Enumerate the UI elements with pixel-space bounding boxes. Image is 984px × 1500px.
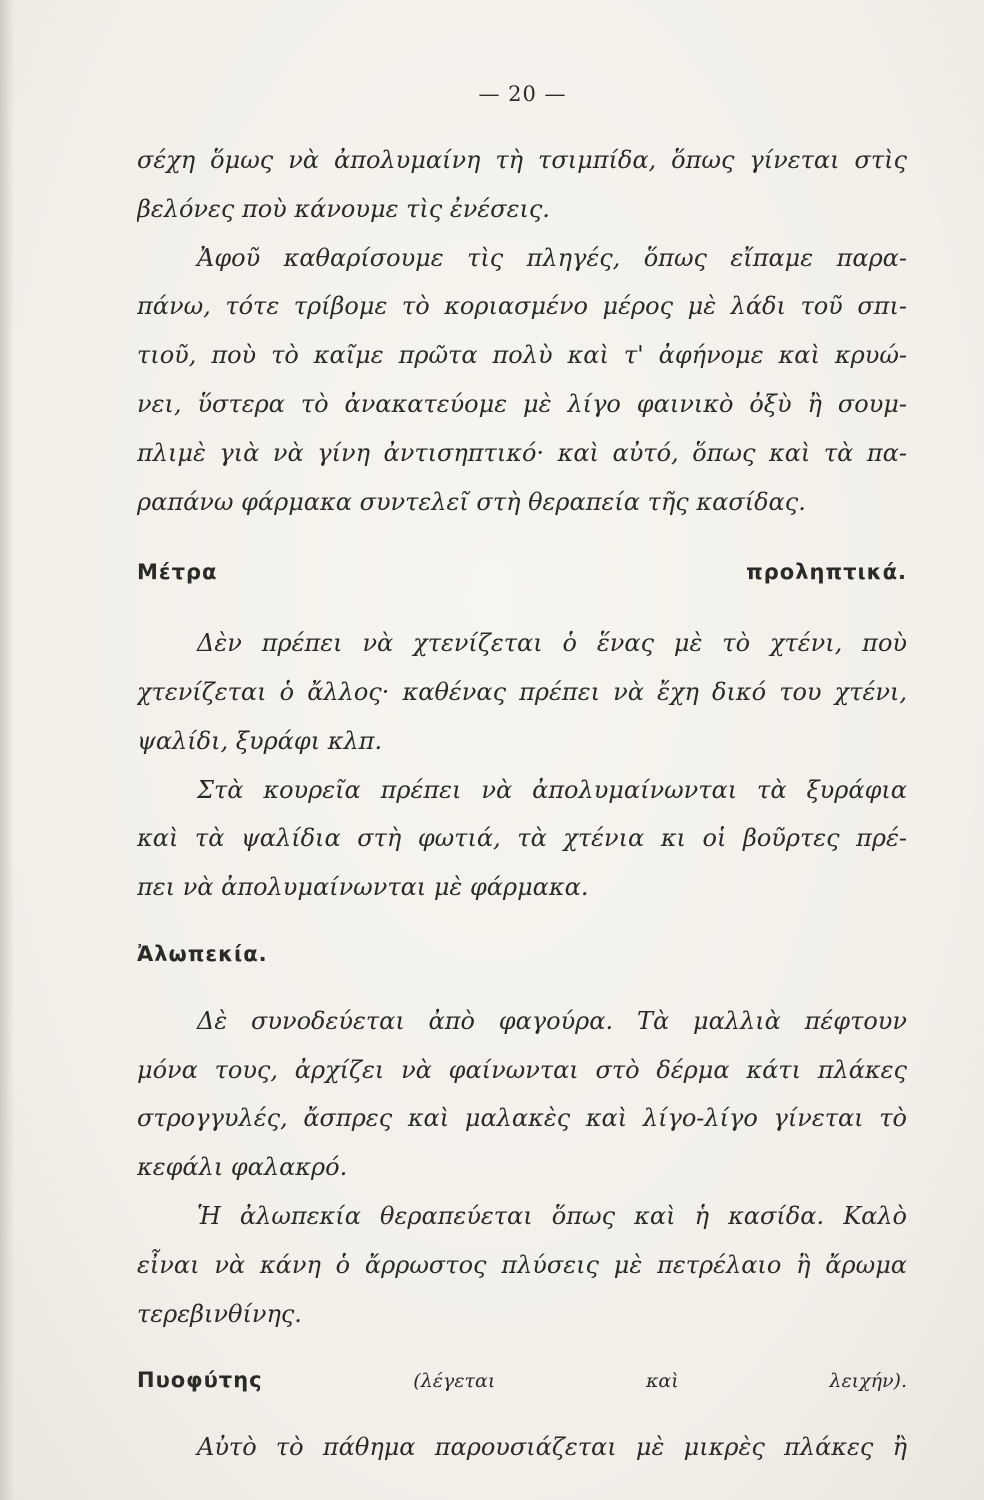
- text-line: τερεβινθίνης.: [137, 1299, 302, 1328]
- section-heading: [137, 930, 907, 979]
- page-body-text: [137, 136, 907, 1472]
- text-line: κεφάλι φαλακρό.: [137, 1153, 348, 1182]
- text-line: βελόνες ποὺ κάνουμε τὶς ἐνέσεις.: [137, 194, 550, 223]
- text-line: ραπάνω φάρμακα συντελεῖ στὴ θεραπεία τῆς κασίδας.: [137, 487, 806, 516]
- text-line: πάνω, τότε τρίβομε τὸ κοριασμένο μέρος μὲ λάδι τοῦ σπι-: [137, 292, 907, 321]
- text-line: Δὲν πρέπει νὰ χτενίζεται ὁ ἕνας μὲ τὸ χτένι, ποὺ: [197, 629, 907, 658]
- spacer: [137, 979, 907, 997]
- text-line: τιοῦ, ποὺ τὸ καῖμε πρῶτα πολὺ καὶ τ' ἀφήνομε καὶ κρυώ-: [137, 341, 907, 370]
- text-line: νει, ὕστερα τὸ ἀνακατεύομε μὲ λίγο φαινικὸ ὀξὺ ἢ σουμ-: [137, 389, 907, 418]
- text-line: εἶναι νὰ κάνη ὁ ἄρρωστος πλύσεις μὲ πετρέλαιο ἢ ἄρωμα: [137, 1250, 907, 1279]
- text-line: Ἀφοῦ καθαρίσουμε τὶς πληγές, ὅπως εἴπαμε παρα-: [197, 243, 907, 272]
- text-line: καὶ τὰ ψαλίδια στὴ φωτιά, τὰ χτένια κι οἱ βοῦρτες πρέ-: [137, 824, 907, 853]
- section-heading: [137, 548, 907, 597]
- section-heading-title: Πυοφύτης: [137, 1368, 263, 1393]
- section-heading-subtitle: (λέγεται καὶ λειχήν).: [262, 1370, 907, 1393]
- text-line: μόνα τους, ἀρχίζει νὰ φαίνωνται στὸ δέρμα κάτι πλάκες: [137, 1055, 907, 1084]
- spacer: [137, 597, 907, 619]
- text-line: Στὰ κουρεῖα πρέπει νὰ ἀπολυμαίνωνται τὰ ξυράφια: [197, 775, 907, 804]
- text-line: χτενίζεται ὁ ἄλλος· καθένας πρέπει νὰ ἔχη δικό του χτένι,: [137, 677, 907, 706]
- text-line: Ἡ ἀλωπεκία θεραπεύεται ὅπως καὶ ἡ κασίδα. Καλὸ: [197, 1201, 907, 1230]
- text-line: στρογγυλές, ἄσπρες καὶ μαλακὲς καὶ λίγο-λίγο γίνεται τὸ: [137, 1104, 907, 1133]
- page-number: — 20 —: [478, 82, 567, 106]
- spacer: [137, 1338, 907, 1356]
- text-line: σέχη ὅμως νὰ ἀπολυμαίνη τὴ τσιμπίδα, ὅπως γίνεται στὶς: [137, 146, 907, 174]
- section-heading-title: Ἀλωπεκία.: [137, 941, 268, 966]
- section-heading: [137, 1356, 907, 1405]
- spacer: [137, 912, 907, 930]
- section-heading-title: Μέτρα προληπτικά.: [137, 560, 907, 585]
- text-line: Δὲ συνοδεύεται ἀπὸ φαγούρα. Τὰ μαλλιὰ πέφτουν: [197, 1006, 907, 1035]
- text-line: πει νὰ ἀπολυμαίνωνται μὲ φάρμακα.: [137, 873, 589, 902]
- text-line: πλιμὲ γιὰ νὰ γίνη ἀντισηπτικό· καὶ αὐτό, ὅπως καὶ τὰ πα-: [137, 438, 907, 467]
- page-edge-shadow: [0, 0, 14, 1500]
- spacer: [137, 526, 907, 548]
- text-line: Αὐτὸ τὸ πάθημα παρουσιάζεται μὲ μικρὲς πλάκες ἢ: [197, 1433, 907, 1462]
- text-line: ψαλίδι, ξυράφι κλπ.: [137, 726, 383, 755]
- spacer: [137, 1405, 907, 1423]
